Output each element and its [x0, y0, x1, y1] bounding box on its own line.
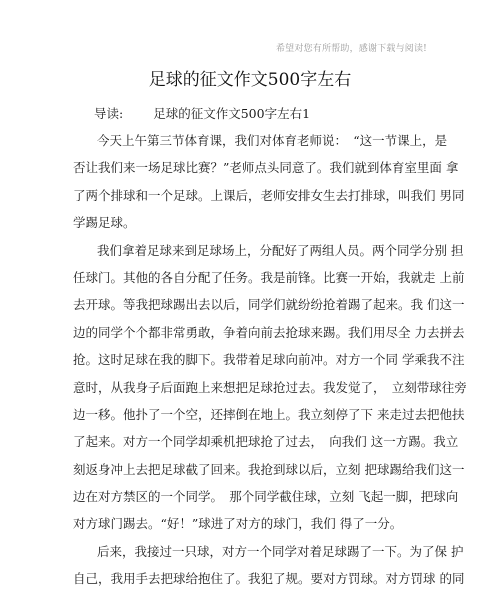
body-line: 今天上午第三节体育课，我们对体育老师说： “这一节课上，是	[97, 133, 448, 148]
body-line: 意时，从我身子后面跑上来想把足球抢过去。我发觉了， 立刻带球往旁	[73, 379, 467, 395]
document-title: 足球的征文作文500字左右	[148, 70, 352, 90]
body-line: 对方球门踢去。“好！”球进了对方的球门，我们 得了一分。	[73, 516, 403, 532]
body-line: 边一移。他扑了一个空，还摔倒在地上。我立刻停了下 来走过去把他扶	[73, 406, 465, 422]
intro-line	[94, 104, 310, 122]
body-line: 自己，我用手去把球给抱住了。我犯了规。要对方罚球。对方罚球 的同	[73, 571, 465, 587]
body-line: 去开球。等我把球踢出去以后，同学们就纷纷抢着踢了起来。我 们这一	[73, 297, 465, 313]
body-line: 学踢足球。	[73, 215, 136, 231]
body-line: 刻返身冲上去把足球截了回来。我抢到球以后，立刻 把球踢给我们这一	[73, 461, 465, 477]
body-line: 我们拿着足球来到足球场上，分配好了两组人员。两个同学分别 担	[97, 242, 464, 258]
intro-label: 导读:	[94, 106, 124, 121]
body-line: 边在对方禁区的一个同学。 那个同学截住球，立刻 飞起一脚，把球向	[73, 489, 459, 505]
body-line: 任球门。其他的各自分配了任务。我是前锋。比赛一开始，我就走 上前	[73, 269, 465, 285]
body-line: 边的同学个个都非常勇敢，争着向前去抢球来踢。我们用尽全 力去拼去	[73, 324, 465, 340]
body-line: 了起来。对方一个同学却乘机把球抢了过去， 向我们 这一方踢。我立	[73, 434, 459, 450]
body-line: 了两个排球和一个足球。上课后，老师安排女生去打排球，叫我们 男同	[73, 187, 465, 203]
body-line: 抢。这时足球在我的脚下。我带着足球向前冲。对方一个同 学乘我不注	[73, 352, 465, 368]
body-line: 否让我们来一场足球比赛？”老师点头同意了。我们就到体育室里面 拿	[73, 160, 459, 176]
intro-text: 足球的征文作文500字左右1	[153, 106, 311, 121]
header-note: 希望对您有所帮助，感谢下载与阅读!	[275, 44, 427, 54]
body-line: 后来，我接过一只球，对方一个同学对着足球踢了一下。为了保 护	[97, 543, 464, 559]
body-text	[73, 127, 467, 593]
